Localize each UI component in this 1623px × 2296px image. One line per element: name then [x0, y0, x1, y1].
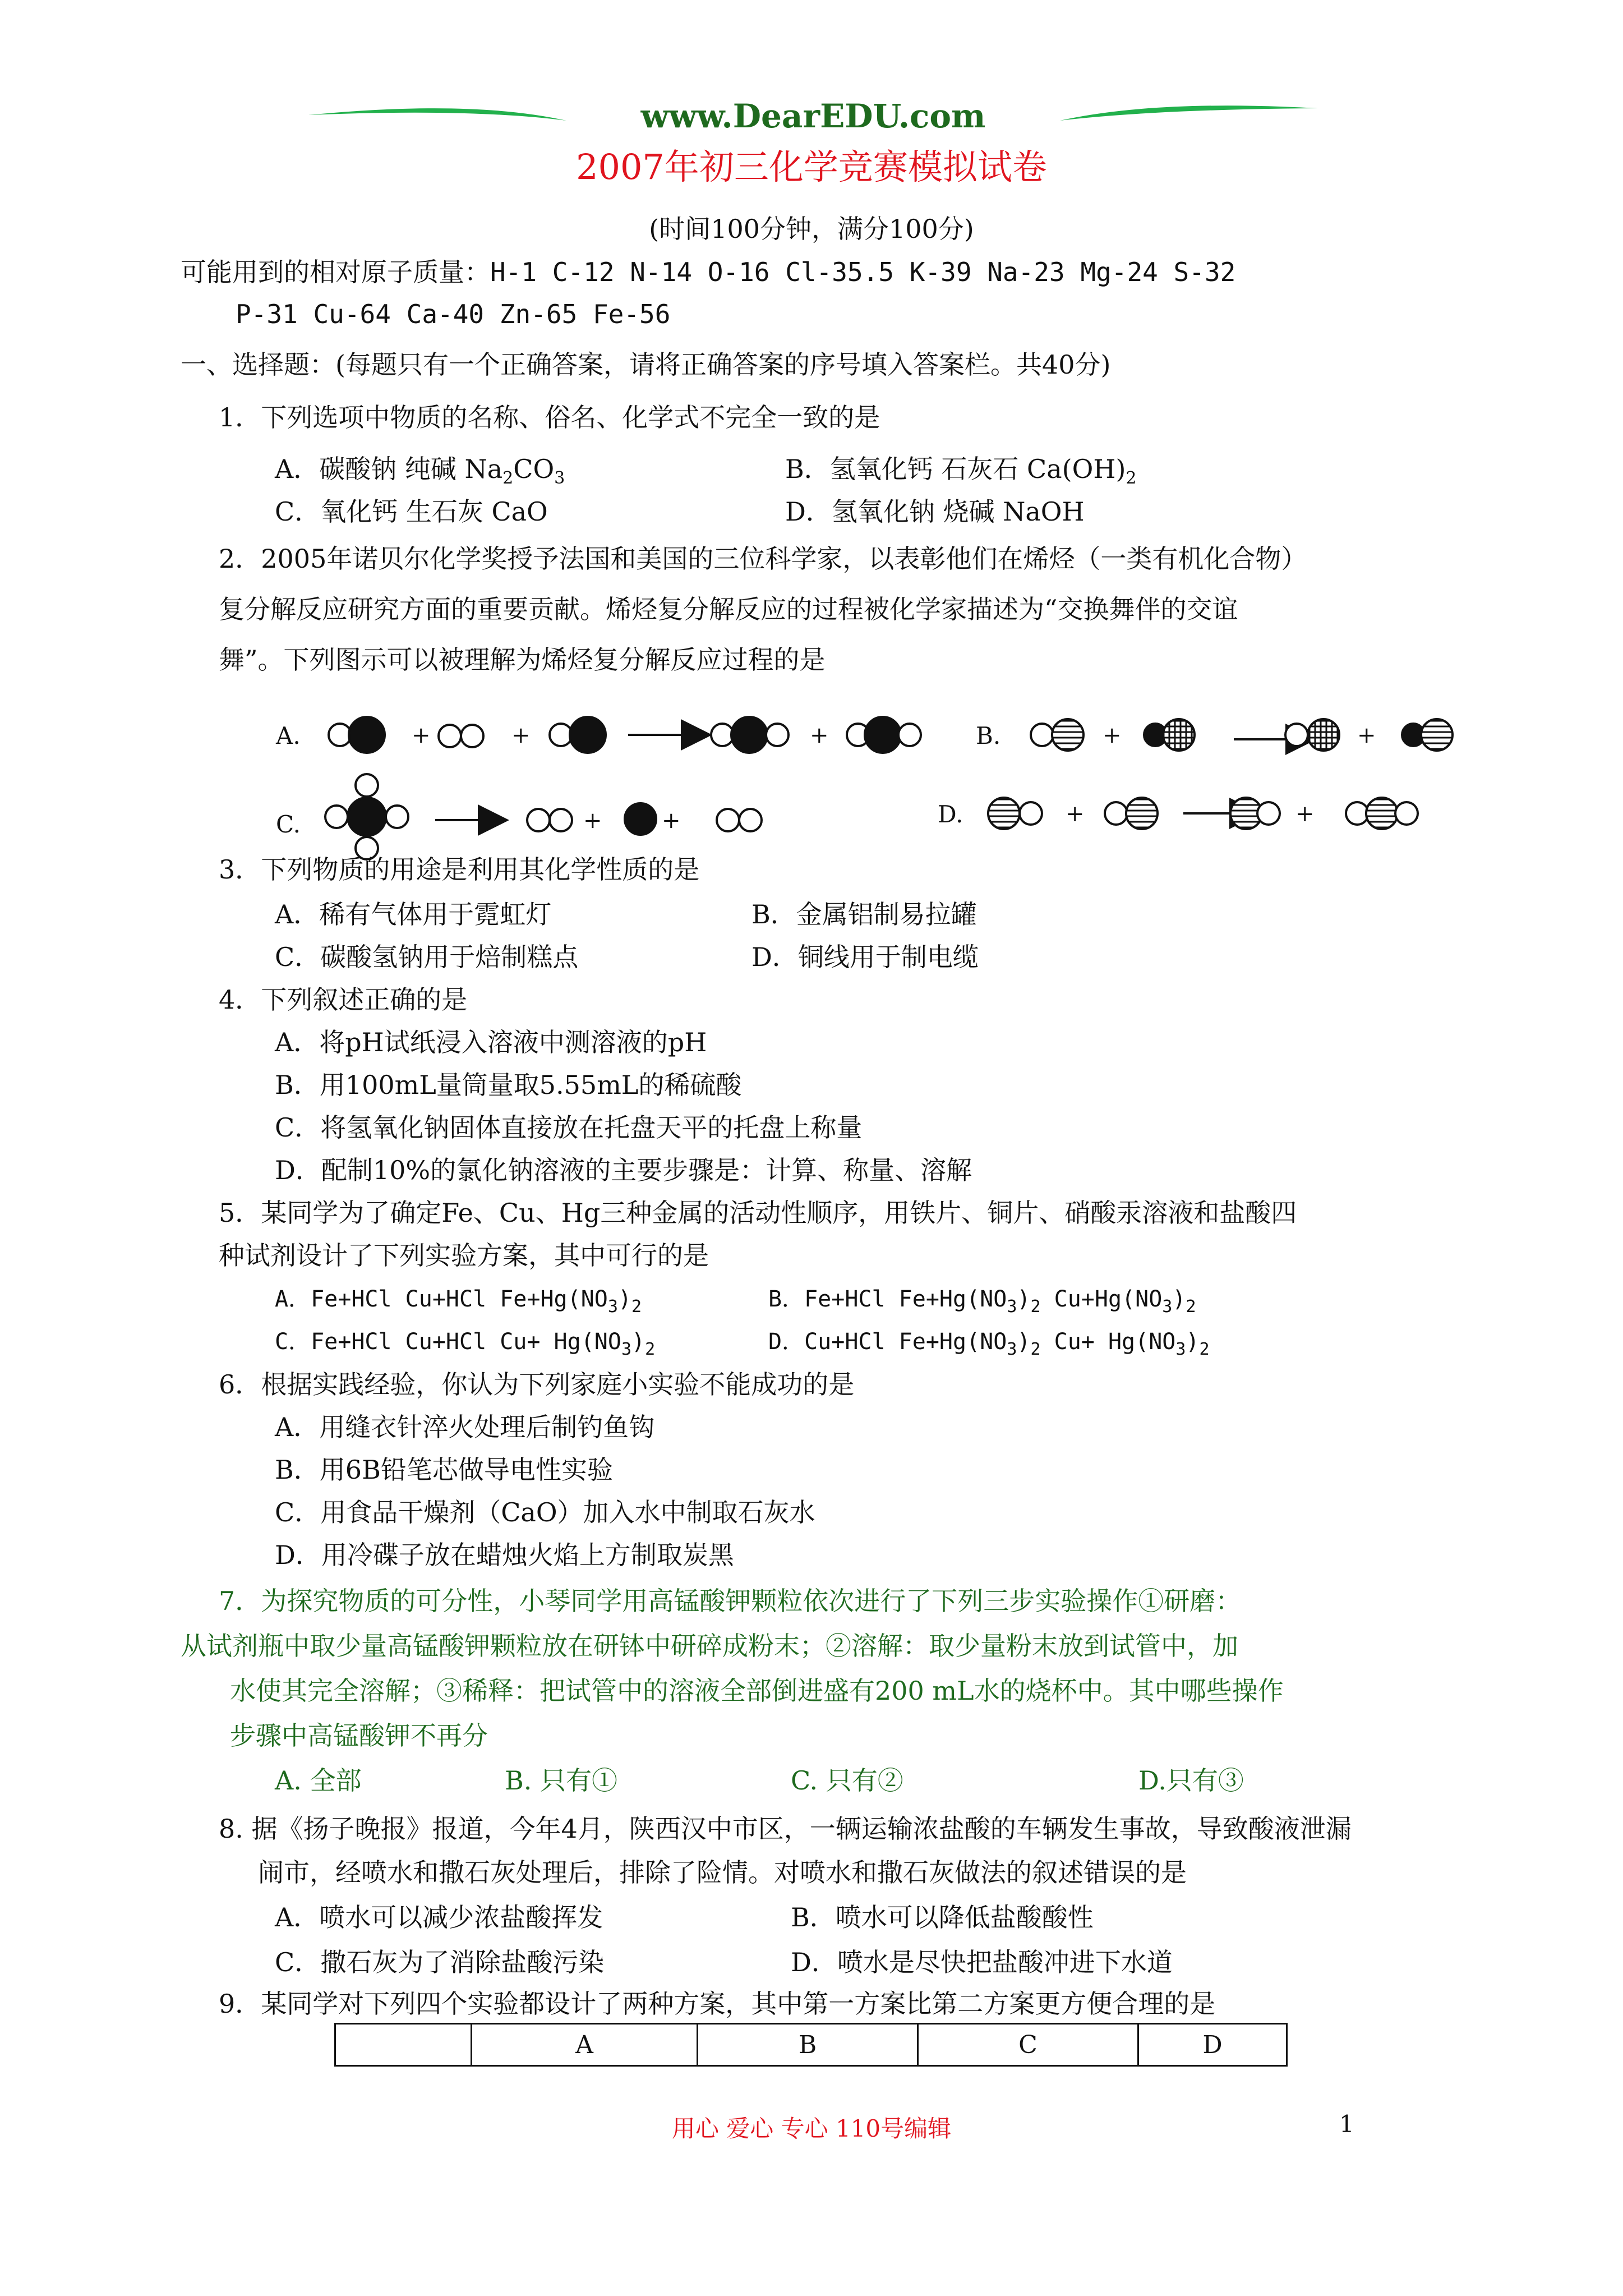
table-header-cell: C: [918, 2024, 1138, 2066]
q3-option-c[interactable]: C．碳酸氢钠用于焙制糕点: [275, 942, 579, 972]
q7-line2: 从试剂瓶中取少量高锰酸钾颗粒放在研钵中研碎成粉末；②溶解：取少量粉末放到试管中，加: [181, 1631, 1238, 1661]
q5-line1: 5．某同学为了确定Fe、Cu、Hg三种金属的活动性顺序，用铁片、铜片、硝酸汞溶液和盐酸四: [219, 1198, 1297, 1228]
q2-line1: 2．2005年诺贝尔化学奖授予法国和美国的三位科学家，以表彰他们在烯烃（一类有机化合物）: [219, 544, 1307, 574]
table-header-cell: [335, 2024, 472, 2066]
q7-option-d[interactable]: D.只有③: [1138, 1765, 1244, 1796]
q1-option-c[interactable]: C．氧化钙 生石灰 CaO: [275, 496, 548, 527]
q4-option-c[interactable]: C．将氢氧化钠固体直接放在托盘天平的托盘上称量: [275, 1112, 863, 1143]
q5-option-d[interactable]: D．Cu+HCl $Fe+Hg(NO_3)_2$ $Cu+ Hg(NO_3)_2$: [768, 1329, 1210, 1359]
q2-diagrams: [0, 0, 1623, 875]
q7-line1: 7．为探究物质的可分性，小琴同学用高锰酸钾颗粒依次进行了下列三步实验操作①研磨：: [219, 1586, 1242, 1616]
page-number: 1: [1339, 2110, 1354, 2138]
q5-line2: 种试剂设计了下列实验方案，其中可行的是: [219, 1240, 709, 1271]
table-header-cell: A: [472, 2024, 698, 2066]
atomic-masses-line1: 可能用到的相对原子质量：H-1 C-12 N-14 O-16 Cl-35.5 K-39 Na-23 Mg-24 S-32: [181, 257, 1236, 287]
q8-line1: 8. 据《扬子晚报》报道，今年4月，陕西汉中市区，一辆运输浓盐酸的车辆发生事故，导致酸液泄漏: [219, 1814, 1352, 1844]
q9-stem: 9．某同学对下列四个实验都设计了两种方案，其中第一方案比第二方案更方便合理的是: [219, 1989, 1216, 2019]
q5-option-c[interactable]: C．Fe+HCl Cu+HCl $Cu+ Hg(NO_3)_2$: [275, 1329, 656, 1359]
svg-text:+: +: [583, 808, 602, 834]
svg-text:+: +: [412, 723, 431, 748]
q4-stem: 4．下列叙述正确的是: [219, 984, 468, 1015]
q2-line3: 舞”。下列图示可以被理解为烯烃复分解反应过程的是: [219, 645, 826, 675]
q7-line3: 水使其完全溶解；③稀释：把试管中的溶液全部倒进盛有200 mL水的烧杯中。其中哪些操作: [230, 1676, 1284, 1706]
q6-option-b[interactable]: B．用6B铅笔芯做导电性实验: [275, 1455, 613, 1485]
black-atom-icon: [349, 717, 385, 753]
q4-option-b[interactable]: B．用100mL量筒量取5.55mL的稀硫酸: [275, 1070, 742, 1100]
q1-option-b[interactable]: B．氢氧化钙 石灰石 $Ca(OH)_2$: [785, 454, 1137, 488]
q2-option-a-label[interactable]: A.: [276, 722, 301, 749]
atomic-masses-line2: P-31 Cu-64 Ca-40 Zn-65 Fe-56: [236, 299, 671, 329]
q3-option-d[interactable]: D．铜线用于制电缆: [751, 942, 979, 972]
q4-option-d[interactable]: D．配制10%的氯化钠溶液的主要步骤是：计算、称量、溶解: [275, 1155, 972, 1185]
q4-option-a[interactable]: A．将pH试纸浸入溶液中测溶液的pH: [275, 1027, 707, 1057]
q5-option-a[interactable]: A．Fe+HCl Cu+HCl $Fe+Hg(NO_3)_2$: [275, 1286, 642, 1317]
q3-stem: 3．下列物质的用途是利用其化学性质的是: [219, 854, 700, 885]
q2-option-b-label[interactable]: B.: [976, 722, 1001, 749]
q1-option-d[interactable]: D．氢氧化钠 烧碱 NaOH: [785, 496, 1085, 527]
page-title: 2007年初三化学竞赛模拟试卷: [576, 146, 1047, 187]
table-header-cell: B: [698, 2024, 918, 2066]
q6-option-c[interactable]: C．用食品干燥剂（CaO）加入水中制取石灰水: [275, 1497, 815, 1527]
q8-option-c[interactable]: C．撒石灰为了消除盐酸污染: [275, 1947, 605, 1977]
q7-option-c[interactable]: C. 只有②: [791, 1765, 903, 1796]
svg-text:+: +: [1066, 801, 1085, 827]
q7-line4: 步骤中高锰酸钾不再分: [230, 1720, 488, 1751]
q1-stem: 1．下列选项中物质的名称、俗名、化学式不完全一致的是: [219, 402, 880, 432]
svg-text:+: +: [1357, 723, 1376, 748]
q8-line2: 闹市，经喷水和撒石灰处理后，排除了险情。对喷水和撒石灰做法的叙述错误的是: [258, 1857, 1187, 1888]
q7-option-b[interactable]: B. 只有①: [505, 1765, 618, 1796]
grid-atom-icon: [1163, 719, 1195, 751]
table-row: [335, 2024, 1287, 2066]
q8-option-b[interactable]: B．喷水可以降低盐酸酸性: [791, 1902, 1094, 1932]
q6-option-d[interactable]: D．用冷碟子放在蜡烛火焰上方制取炭黑: [275, 1540, 734, 1570]
q8-option-d[interactable]: D．喷水是尽快把盐酸冲进下水道: [791, 1947, 1173, 1977]
q5-option-b[interactable]: B．Fe+HCl $Fe+Hg(NO_3)_2$ $Cu+Hg(NO_3)_2$: [768, 1286, 1196, 1317]
q1-option-a[interactable]: A．碳酸钠 纯碱 $Na_2CO_3$: [275, 454, 565, 488]
q2-option-d-label[interactable]: D.: [938, 800, 963, 828]
svg-text:+: +: [1295, 801, 1315, 827]
svg-text:+: +: [1103, 723, 1122, 748]
svg-text:+: +: [662, 808, 681, 834]
footer-editor: 用心 爱心 专心 110号编辑: [671, 2115, 952, 2142]
page-subtitle: (时间100分钟，满分100分): [649, 214, 974, 244]
q3-option-a[interactable]: A．稀有气体用于霓虹灯: [275, 899, 552, 930]
site-url[interactable]: www.DearEDU.com: [640, 98, 986, 135]
q3-option-b[interactable]: B．金属铝制易拉罐: [751, 899, 977, 930]
q2-option-c-label[interactable]: C.: [276, 811, 301, 838]
q6-option-a[interactable]: A．用缝衣针淬火处理后制钓鱼钩: [275, 1412, 655, 1442]
section-heading: 一、选择题：(每题只有一个正确答案，请将正确答案的序号填入答案栏。共40分): [181, 349, 1111, 380]
svg-text:+: +: [810, 723, 829, 748]
svg-text:+: +: [511, 723, 531, 748]
q6-stem: 6．根据实践经验，你认为下列家庭小实验不能成功的是: [219, 1369, 855, 1400]
q9-table: [334, 2023, 1288, 2067]
striped-atom-icon: [1052, 719, 1083, 751]
q7-option-a[interactable]: A. 全部: [275, 1765, 362, 1796]
q2-line2: 复分解反应研究方面的重要贡献。烯烃复分解反应的过程被化学家描述为“交换舞伴的交谊: [219, 594, 1238, 624]
table-header-cell: D: [1138, 2024, 1287, 2066]
q8-option-a[interactable]: A．喷水可以减少浓盐酸挥发: [275, 1902, 603, 1932]
